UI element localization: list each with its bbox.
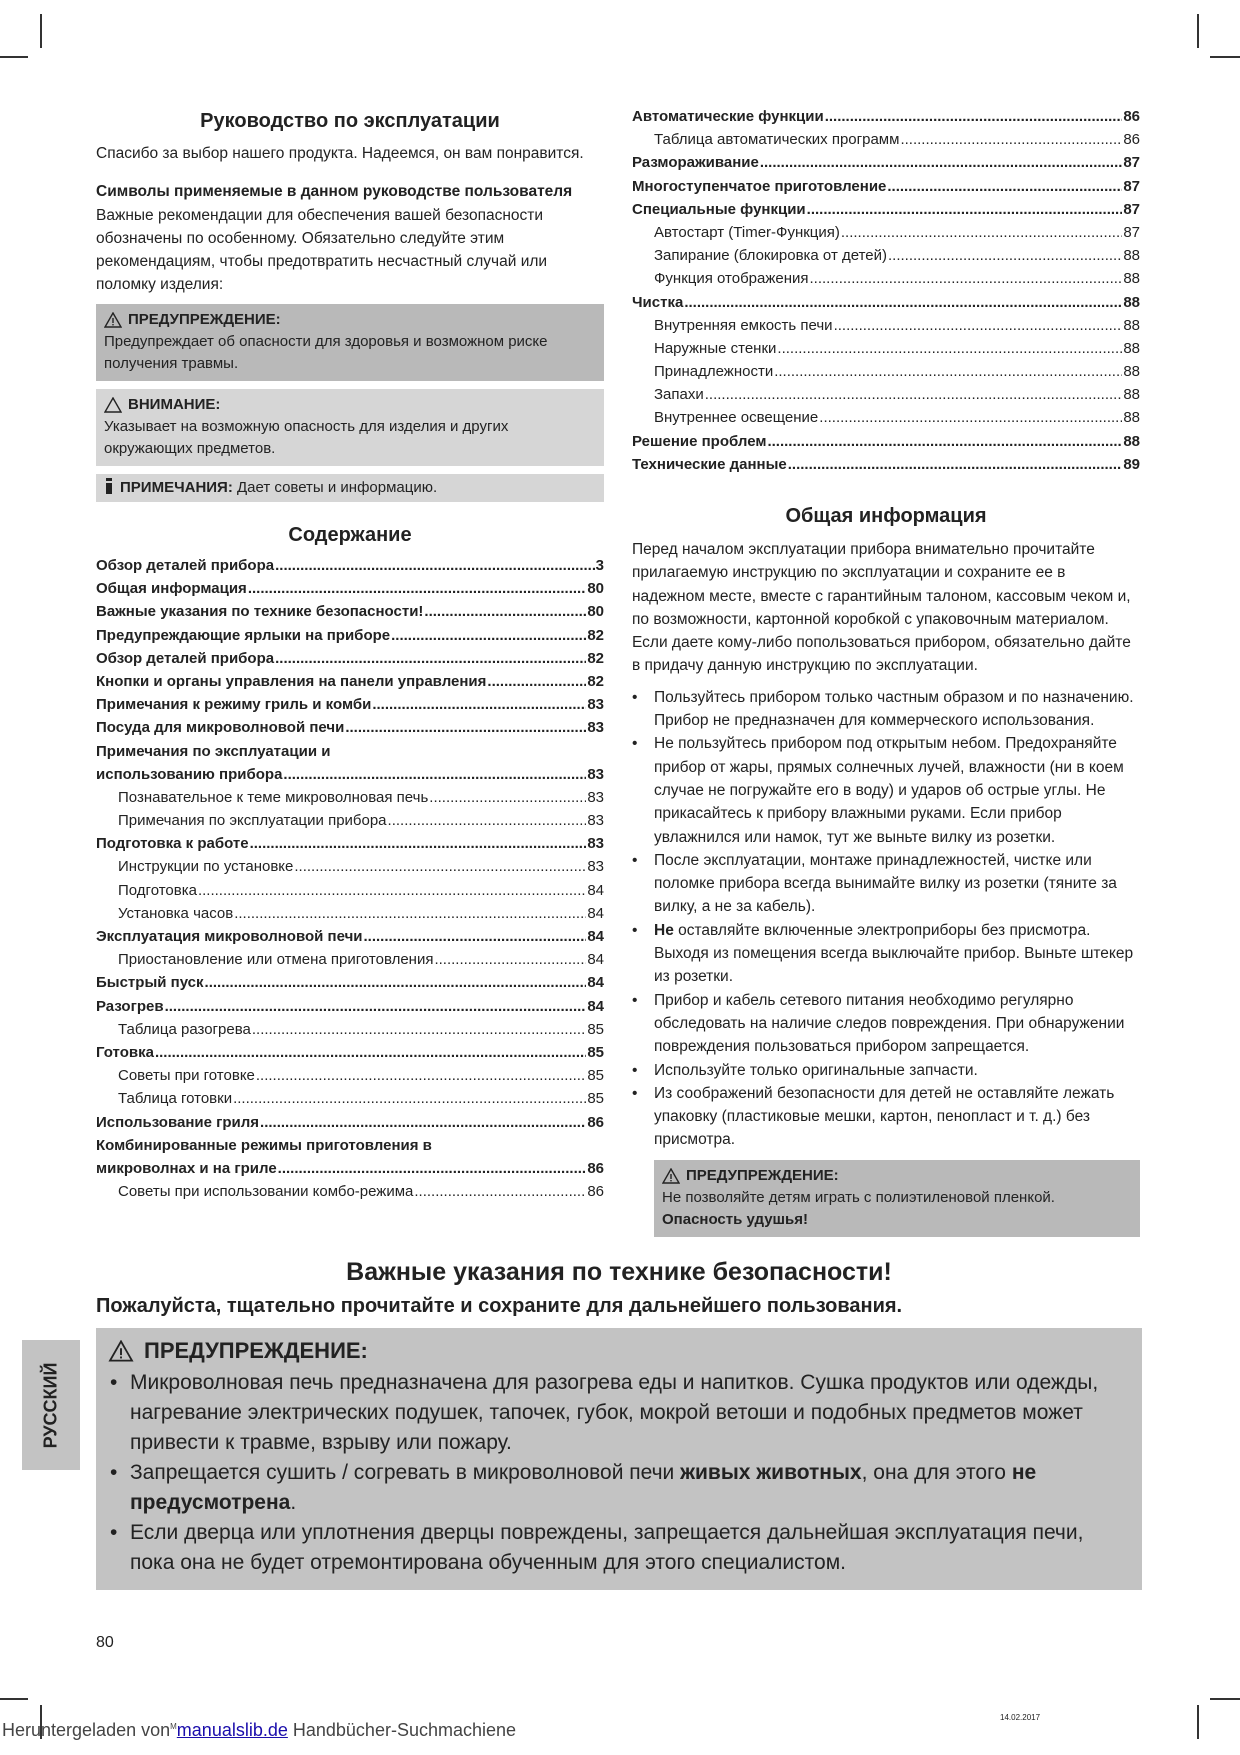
toc-page-number: 83 bbox=[587, 788, 604, 806]
language-label: РУССКИЙ bbox=[40, 1362, 61, 1448]
toc-leader-dots bbox=[372, 696, 586, 713]
toc-entry-title: Решение проблем bbox=[632, 432, 767, 450]
toc-entry-title: Примечания по эксплуатации прибора bbox=[118, 812, 387, 830]
warning-triangle-icon bbox=[108, 1340, 134, 1362]
toc-entry-title: Чистка bbox=[632, 293, 684, 311]
toc-page-number: 84 bbox=[587, 928, 604, 945]
left-column bbox=[96, 100, 604, 1206]
toc-entry-title: Подготовка к работе bbox=[96, 835, 249, 853]
toc-entry-title: Принадлежности bbox=[654, 363, 774, 381]
toc-leader-dots bbox=[434, 951, 586, 968]
text: . bbox=[290, 1491, 297, 1514]
toc-entry[interactable] bbox=[96, 580, 604, 603]
toc-leader-dots bbox=[788, 456, 1123, 473]
toc-entry[interactable] bbox=[632, 154, 1140, 177]
toc-leader-dots bbox=[414, 1183, 586, 1200]
toc-entry-title: Подготовка bbox=[118, 881, 197, 899]
toc-page-number: 3 bbox=[595, 557, 604, 574]
toc-entry[interactable] bbox=[96, 812, 604, 835]
crop-mark bbox=[1210, 56, 1240, 58]
warning-emphasis: Опасность удушья! bbox=[662, 1210, 809, 1228]
toc-entry-title: Эксплуатация микроволновой печи bbox=[96, 928, 363, 945]
toc-page-number: 88 bbox=[1123, 339, 1140, 357]
general-info-title: Общая информация bbox=[785, 505, 987, 527]
toc-entry-title: Автостарт (Timer-Функция) bbox=[654, 223, 840, 241]
toc-entry-title: Многоступенчатое приготовление bbox=[632, 177, 887, 195]
toc-page-number: 86 bbox=[1123, 131, 1140, 149]
toc-page-number: 85 bbox=[587, 1090, 604, 1108]
toc-leader-dots bbox=[429, 789, 586, 806]
toc-leader-dots bbox=[391, 627, 586, 644]
list-item-text: оставляйте включенные электроприборы без присмотра. Выходя из помещения всегда выключайте прибор. Выньте штекер из розетки. bbox=[654, 921, 1134, 986]
warning-box bbox=[96, 304, 604, 381]
toc-leader-dots bbox=[364, 928, 587, 945]
toc-entry-title: Специальные функции bbox=[632, 200, 806, 218]
toc-entry[interactable] bbox=[96, 1021, 604, 1044]
toc-entry-title: Советы при готовке bbox=[118, 1067, 255, 1085]
toc-entry-title: Примечания по эксплуатации и bbox=[96, 742, 331, 760]
list-item: • Не пользуйтесь прибором под открытым небом. Предохраняйте прибор от жары, прямых солнечных лучей, влажности (ни в коем случае не погружайте его в воду) и ударов об острые углы. Не прикасайтесь к прибору влажными руками. Если прибор увлажнился или намок, тут же выньте вилку из розетки. bbox=[632, 732, 1140, 848]
bold-word: Не bbox=[654, 921, 674, 939]
list-item: • После эксплуатации, монтаже принадлежностей, чистке или поломке прибора всегда вынимайте вилку из розетки (тяните за вилку, а не за кабель). bbox=[632, 849, 1140, 919]
language-tab bbox=[22, 1340, 80, 1470]
symbols-title: Символы применяемые в данном руководстве пользователя bbox=[96, 183, 573, 200]
note-label: ПРИМЕЧАНИЯ: bbox=[120, 479, 233, 496]
toc-leader-dots bbox=[807, 201, 1123, 218]
list-item: • Пользуйтесь прибором только частным образом и по назначению. Прибор не предназначен для коммерческого использования. bbox=[632, 686, 1140, 733]
info-icon bbox=[104, 478, 114, 494]
toc-entry[interactable] bbox=[96, 835, 604, 858]
toc-title: Содержание bbox=[288, 524, 412, 546]
list-item: • Используйте только оригинальные запчасти. bbox=[632, 1059, 1140, 1082]
list-item bbox=[632, 919, 1140, 989]
toc-entry-title: Советы при использовании комбо-режима bbox=[118, 1183, 414, 1201]
toc-page-number: 87 bbox=[1123, 177, 1140, 195]
warning-label: ПРЕДУПРЕЖДЕНИЕ: bbox=[686, 1166, 839, 1184]
toc-entry[interactable] bbox=[96, 858, 604, 881]
toc-leader-dots bbox=[250, 835, 587, 852]
toc-leader-dots bbox=[294, 858, 586, 875]
crop-mark bbox=[0, 56, 28, 58]
toc-entry[interactable] bbox=[96, 603, 604, 626]
footer-prefix: Heruntergeladen von bbox=[2, 1720, 171, 1740]
toc-entry[interactable] bbox=[96, 905, 604, 928]
toc-leader-dots bbox=[278, 1160, 587, 1177]
toc-page-number: 83 bbox=[587, 696, 604, 714]
toc-entry-title: Разогрев bbox=[96, 997, 164, 1015]
toc-page-number: 87 bbox=[1123, 223, 1140, 241]
toc-page-number: 83 bbox=[587, 812, 604, 830]
toc-entry[interactable] bbox=[96, 1114, 604, 1137]
toc-page-number: 82 bbox=[587, 626, 604, 644]
toc-entry-title: Запахи bbox=[654, 386, 704, 404]
toc-leader-dots bbox=[155, 1044, 586, 1061]
toc-page-number: 88 bbox=[1123, 409, 1140, 427]
toc-entry-title: использованию прибора bbox=[96, 765, 283, 783]
toc-entry-title: Комбинированные режимы приготовления в bbox=[96, 1136, 432, 1154]
toc-page-number: 85 bbox=[587, 1067, 604, 1085]
toc-entry-title: Функция отображения bbox=[654, 270, 809, 288]
toc-entry-title: Общая информация bbox=[96, 580, 247, 598]
toc-entry-title: Кнопки и органы управления на панели управления bbox=[96, 672, 487, 690]
list-item bbox=[108, 1458, 1130, 1518]
general-info-text: Перед началом эксплуатации прибора внимательно прочитайте прилагаемую инструкцию по эксплуатации и сохраните ее в надежном месте, вместе с гарантийным талоном, кассовым чеком и, по возможности, картонной коробкой с упаковочным материалом. Если даете кому-либо попользоваться прибором, обязательно дайте в придачу данную инструкцию по эксплуатации. bbox=[632, 541, 1131, 675]
intro-text: Спасибо за выбор нашего продукта. Надеемся, он вам понравится. bbox=[96, 145, 584, 162]
toc-entry-title: Обзор деталей прибора bbox=[96, 649, 275, 667]
symbols-text: Важные рекомендации для обеспечения вашей безопасности обозначены по особенному. Обязательно следуйте этим рекомендациям, чтобы предотвратить несчастный случай или поломку изделия: bbox=[96, 207, 548, 293]
toc-page-number: 88 bbox=[1123, 270, 1140, 288]
toc-page-number: 86 bbox=[587, 1183, 604, 1201]
toc-entry[interactable] bbox=[96, 1160, 604, 1183]
toc-entry-title: Использование гриля bbox=[96, 1113, 260, 1131]
toc-entry-title: Внутреннее освещение bbox=[654, 409, 819, 427]
table-of-contents bbox=[96, 557, 604, 1206]
toc-entry[interactable] bbox=[96, 1183, 604, 1206]
toc-entry[interactable] bbox=[96, 743, 604, 766]
toc-page-number: 85 bbox=[587, 1020, 604, 1038]
safety-subtitle: Пожалуйста, тщательно прочитайте и сохраните для дальнейшего пользования. bbox=[96, 1295, 903, 1317]
toc-leader-dots bbox=[260, 1114, 586, 1131]
toc-entry[interactable] bbox=[96, 557, 604, 580]
warning-triangle-icon bbox=[104, 312, 122, 328]
toc-leader-dots bbox=[233, 1090, 586, 1107]
toc-entry-title: Познавательное к теме микроволновая печь bbox=[118, 788, 429, 806]
toc-entry-title: Технические данные bbox=[632, 455, 787, 473]
suffocation-warning-box bbox=[654, 1160, 1140, 1237]
toc-page-number: 88 bbox=[1123, 432, 1140, 450]
toc-page-number: 88 bbox=[1123, 386, 1140, 404]
warning-triangle-icon bbox=[662, 1168, 680, 1184]
toc-leader-dots bbox=[834, 317, 1123, 334]
note-box bbox=[96, 474, 604, 502]
toc-leader-dots bbox=[234, 905, 586, 922]
toc-entry[interactable] bbox=[96, 928, 604, 951]
toc-entry[interactable] bbox=[632, 456, 1140, 479]
toc-entry[interactable] bbox=[632, 433, 1140, 456]
toc-page-number: 84 bbox=[587, 997, 604, 1015]
toc-page-number: 87 bbox=[1123, 200, 1140, 218]
toc-entry[interactable] bbox=[632, 386, 1140, 409]
toc-leader-dots bbox=[887, 178, 1122, 195]
toc-page-number: 84 bbox=[587, 951, 604, 969]
toc-entry-title: Внутренняя емкость печи bbox=[654, 316, 833, 334]
safety-title: Важные указания по технике безопасности! bbox=[346, 1258, 892, 1286]
toc-page-number: 80 bbox=[587, 580, 604, 598]
toc-page-number: 86 bbox=[587, 1113, 604, 1131]
toc-leader-dots bbox=[767, 433, 1122, 450]
toc-leader-dots bbox=[810, 270, 1123, 287]
footer-suffix: Handbücher-Suchmachiene bbox=[287, 1720, 517, 1740]
toc-page-number: 88 bbox=[1123, 293, 1140, 311]
toc-entry[interactable] bbox=[96, 696, 604, 719]
table-of-contents-continued bbox=[632, 108, 1140, 479]
toc-page-number: 80 bbox=[587, 603, 604, 621]
toc-entry[interactable] bbox=[96, 1044, 604, 1067]
warning-label: ПРЕДУПРЕЖДЕНИЕ: bbox=[128, 311, 281, 328]
text: , она для этого bbox=[861, 1461, 1012, 1484]
toc-leader-dots bbox=[841, 224, 1122, 241]
toc-page-number: 88 bbox=[1123, 316, 1140, 334]
toc-entry-title: Посуда для микроволновой печи bbox=[96, 719, 345, 737]
toc-entry[interactable] bbox=[96, 789, 604, 812]
caution-label: ВНИМАНИЕ: bbox=[128, 396, 221, 413]
list-item: • Если дверца или уплотнения дверцы повреждены, запрещается дальнейшая эксплуатация печи, пока она не будет отремонтирована обученным для этого специалистом. bbox=[108, 1518, 1130, 1578]
safety-section bbox=[96, 1258, 1142, 1590]
toc-entry-title: Обзор деталей прибора bbox=[96, 557, 275, 574]
toc-leader-dots bbox=[487, 673, 586, 690]
toc-entry-title: Таблица разогрева bbox=[118, 1020, 251, 1038]
toc-leader-dots bbox=[275, 557, 595, 574]
toc-entry[interactable] bbox=[96, 998, 604, 1021]
toc-entry-title: Быстрый пуск bbox=[96, 974, 204, 992]
warning-text: Предупреждает об опасности для здоровья и возможном риске получения травмы. bbox=[104, 333, 548, 372]
toc-entry-title: Таблица готовки bbox=[118, 1090, 233, 1108]
toc-entry[interactable] bbox=[632, 340, 1140, 363]
crop-mark bbox=[1197, 1705, 1199, 1739]
toc-entry-title: Запирание (блокировка от детей) bbox=[654, 247, 887, 265]
toc-leader-dots bbox=[256, 1067, 586, 1084]
toc-entry-title: Примечания к режиму гриль и комби bbox=[96, 696, 372, 714]
toc-entry[interactable] bbox=[96, 951, 604, 974]
toc-leader-dots bbox=[165, 998, 587, 1015]
toc-entry-title: Установка часов bbox=[118, 904, 234, 922]
list-item: • Микроволновая печь предназначена для разогрева еды и напитков. Сушка продуктов или одежды, нагревание электрических подушек, тапочек, губок, мокрой ветоши и подобных предметов может привести к травме, взрыву или пожару. bbox=[108, 1368, 1130, 1458]
toc-leader-dots bbox=[388, 812, 587, 829]
toc-entry[interactable] bbox=[96, 650, 604, 673]
toc-page-number: 84 bbox=[587, 904, 604, 922]
toc-entry-title: Размораживание bbox=[632, 154, 759, 172]
toc-entry[interactable] bbox=[632, 409, 1140, 432]
toc-page-number: 83 bbox=[587, 858, 604, 876]
toc-page-number: 83 bbox=[587, 719, 604, 737]
toc-page-number: 88 bbox=[1123, 363, 1140, 381]
page-number: 80 bbox=[96, 1634, 114, 1651]
toc-leader-dots bbox=[774, 363, 1122, 380]
toc-leader-dots bbox=[424, 603, 586, 620]
toc-leader-dots bbox=[345, 719, 586, 736]
toc-entry[interactable] bbox=[632, 108, 1140, 131]
toc-page-number: 86 bbox=[587, 1159, 604, 1177]
toc-entry-title: Таблица автоматических программ bbox=[654, 131, 900, 149]
toc-entry-title: Автоматические функции bbox=[632, 108, 824, 125]
toc-page-number: 87 bbox=[1123, 154, 1140, 172]
toc-page-number: 84 bbox=[587, 974, 604, 992]
toc-entry-title: Предупреждающие ярлыки на приборе bbox=[96, 626, 391, 644]
warning-label: ПРЕДУПРЕЖДЕНИЕ: bbox=[144, 1338, 368, 1363]
toc-entry[interactable] bbox=[632, 294, 1140, 317]
toc-page-number: 82 bbox=[587, 649, 604, 667]
toc-leader-dots bbox=[819, 409, 1122, 426]
caution-triangle-icon bbox=[104, 397, 122, 413]
toc-page-number: 86 bbox=[1123, 108, 1140, 125]
toc-entry[interactable] bbox=[632, 247, 1140, 270]
toc-leader-dots bbox=[283, 766, 586, 783]
manualslib-link[interactable]: manualslib.de bbox=[176, 1720, 288, 1740]
toc-entry[interactable] bbox=[96, 882, 604, 905]
caution-box bbox=[96, 389, 604, 466]
toc-page-number: 85 bbox=[587, 1043, 604, 1061]
crop-mark bbox=[1210, 1698, 1240, 1700]
print-date: 14.02.2017 bbox=[1000, 1713, 1041, 1722]
download-footer: Heruntergeladen von$^M$manualslib.de Handbücher-Suchmachiene bbox=[2, 1720, 517, 1740]
toc-page-number: 83 bbox=[587, 765, 604, 783]
toc-page-number: 84 bbox=[587, 881, 604, 899]
list-item: • Из соображений безопасности для детей не оставляйте лежать упаковку (пластиковые мешки, картон, пенопласт и т. д.) без присмотра. bbox=[632, 1082, 1140, 1152]
toc-entry[interactable] bbox=[96, 974, 604, 997]
toc-entry[interactable] bbox=[96, 1090, 604, 1113]
list-item: • Прибор и кабель сетевого питания необходимо регулярно обследовать на наличие следов повреждения. При обнаружении повреждения пользоваться прибором запрещается. bbox=[632, 989, 1140, 1059]
toc-entry[interactable] bbox=[96, 719, 604, 742]
toc-entry[interactable] bbox=[96, 1067, 604, 1090]
toc-entry-title: Приостановление или отмена приготовления bbox=[118, 951, 434, 969]
toc-entry-title: Готовка bbox=[96, 1043, 154, 1061]
toc-entry-title: микроволнах и на гриле bbox=[96, 1159, 277, 1177]
right-column bbox=[632, 108, 1140, 1237]
crop-mark bbox=[0, 1698, 28, 1700]
toc-leader-dots bbox=[252, 1021, 586, 1038]
toc-entry[interactable] bbox=[632, 131, 1140, 154]
toc-entry[interactable] bbox=[632, 317, 1140, 340]
toc-entry-title: Наружные стенки bbox=[654, 339, 777, 357]
toc-leader-dots bbox=[888, 247, 1122, 264]
toc-entry[interactable] bbox=[632, 178, 1140, 201]
toc-page-number: 89 bbox=[1123, 455, 1140, 473]
toc-entry[interactable] bbox=[96, 1137, 604, 1160]
toc-leader-dots bbox=[275, 650, 586, 667]
toc-leader-dots bbox=[198, 882, 586, 899]
bold-text: не предусмотрена bbox=[130, 1461, 1037, 1514]
toc-leader-dots bbox=[684, 294, 1122, 311]
note-text: Дает советы и информацию. bbox=[237, 479, 438, 496]
crop-mark bbox=[1197, 14, 1199, 48]
toc-leader-dots bbox=[248, 580, 587, 597]
toc-leader-dots bbox=[825, 108, 1123, 125]
toc-entry[interactable] bbox=[632, 201, 1140, 224]
toc-leader-dots bbox=[900, 131, 1122, 148]
bold-text: живых животных bbox=[680, 1461, 862, 1484]
warning-text: Не позволяйте детям играть с полиэтиленовой пленкой. bbox=[662, 1188, 1055, 1206]
general-info-list bbox=[632, 686, 1140, 1152]
caution-text: Указывает на возможную опасность для изделия и других окружающих предметов. bbox=[104, 418, 509, 457]
toc-leader-dots bbox=[760, 154, 1122, 171]
text: Запрещается сушить / согревать в микроволновой печи bbox=[130, 1461, 681, 1484]
toc-entry[interactable] bbox=[632, 224, 1140, 247]
toc-leader-dots bbox=[205, 974, 587, 991]
toc-leader-dots bbox=[777, 340, 1122, 357]
toc-page-number: 82 bbox=[587, 672, 604, 690]
toc-page-number: 83 bbox=[587, 835, 604, 853]
toc-entry-title: Инструкции по установке bbox=[118, 858, 294, 876]
manual-title: Руководство по эксплуатации bbox=[200, 110, 500, 132]
toc-entry[interactable] bbox=[96, 766, 604, 789]
toc-page-number: 88 bbox=[1123, 247, 1140, 265]
toc-entry[interactable] bbox=[96, 673, 604, 696]
toc-entry[interactable] bbox=[632, 270, 1140, 293]
toc-leader-dots bbox=[705, 386, 1123, 403]
toc-entry-title: Важные указания по технике безопасности! bbox=[96, 603, 424, 621]
safety-warning-box bbox=[96, 1328, 1142, 1590]
toc-entry[interactable] bbox=[632, 363, 1140, 386]
toc-entry[interactable] bbox=[96, 627, 604, 650]
crop-mark bbox=[40, 14, 42, 48]
